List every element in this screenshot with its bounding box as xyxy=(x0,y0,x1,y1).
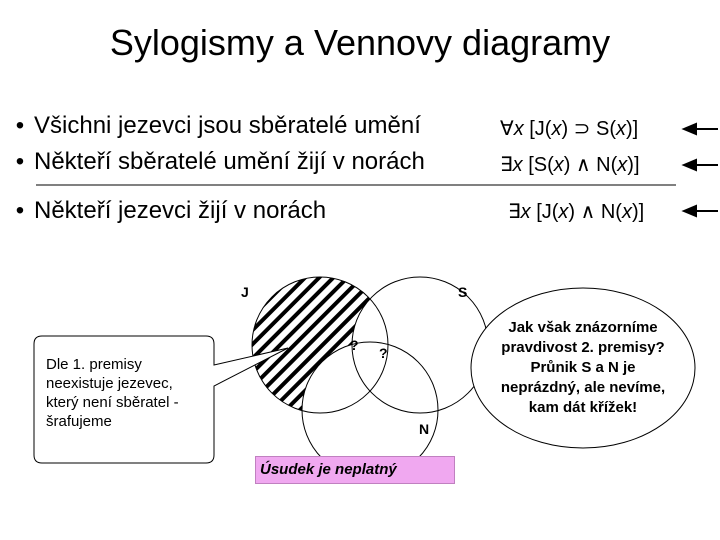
venn-label-s: S xyxy=(458,284,468,300)
conclusion-box: Úsudek je neplatný xyxy=(255,456,455,484)
hatched-region xyxy=(200,250,460,450)
formula-premise-1: ∀x [J(x) ⊃ S(x)] xyxy=(500,118,639,140)
question-mark-1: ? xyxy=(350,337,359,353)
venn-label-n: N xyxy=(419,421,430,437)
formula-premise-2: ∃x [S(x) ∧ N(x)] xyxy=(500,154,640,176)
bullet-dot: • xyxy=(15,197,25,224)
bullet-conclusion xyxy=(6,197,326,225)
right-callout-text: Jak však znázorníme pravdivost 2. premisy? Průnik S a N je neprázdný, ale nevíme, kam dát křížek! xyxy=(500,319,666,416)
bullet-text: Někteří sběratelé umění žijí v norách xyxy=(34,148,425,175)
arrow-2 xyxy=(684,160,718,170)
venn-label-j: J xyxy=(241,284,249,300)
formula-conclusion: ∃x [J(x) ∧ N(x)] xyxy=(508,201,645,223)
bullet-premise-2 xyxy=(6,148,425,176)
left-callout-text: Dle 1. premisy neexistuje jezevec, který není sběratel - šrafujeme xyxy=(46,356,179,430)
bullet-dot: • xyxy=(15,148,25,175)
bullet-dot: • xyxy=(15,112,25,139)
bullet-premise-1 xyxy=(6,112,421,140)
bullet-text: Všichni jezevci jsou sběratelé umění xyxy=(34,112,421,139)
question-mark-2: ? xyxy=(379,345,388,361)
page-title: Sylogismy a Vennovy diagramy xyxy=(109,22,611,63)
arrow-3 xyxy=(684,206,718,216)
arrow-1 xyxy=(684,124,718,134)
bullet-text: Někteří jezevci žijí v norách xyxy=(34,197,327,224)
